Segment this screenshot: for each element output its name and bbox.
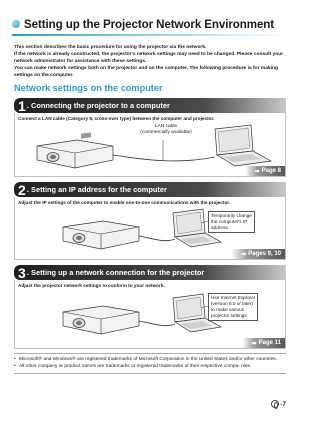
intro-paragraph-2: If the network is already constructed, the projector's network settings may need to be changed. Please consult your network administrator for assistance with these settings. [14,52,284,64]
step-1-number: 1 [18,97,26,114]
page-title: Setting up the Projector Network Environment [24,17,275,31]
step-2-description: Adjust the IP settings of the computer to enable one-to-one communications with the projector. [18,200,231,205]
step-3-callout-line-3: to make various [211,307,245,312]
step-2-header: 2 . Setting an IP address for the computer [14,182,286,197]
page-arrow-icon: ➡ [254,168,260,175]
step-3-callout-line-2: (version 5.0 or later) [211,301,253,306]
lan-cable-label [137,124,195,136]
step-3-body [14,280,286,349]
intro-text [14,44,286,79]
laptop-icon [215,125,271,166]
step-3-title: Setting up a network connection for the projector [31,268,205,277]
note-text-1: Microsoft® and Windows® are registered trademarks of Microsoft Corporation in the United States and/or other countries. [19,357,277,362]
step-1-title: Connecting the projector to a computer [31,101,170,110]
intro-paragraph-1: This section describes the basic procedure for using the projector via the network. [14,45,207,50]
lan-cable-line [113,155,215,161]
step-2-title: Setting an IP address for the computer [31,185,167,194]
step-2-body [14,197,286,260]
projector-icon [37,132,113,168]
lan-cable-label-line-1: LAN cable [154,124,178,129]
step-3-page-ref[interactable] [242,338,285,348]
trademark-notes [14,353,286,374]
step-1-body [14,113,286,177]
step-3-description: Adjust the projector network settings to conform to your network. [18,283,165,288]
step-3-callout-line-1: Use Internet Explorer [211,295,256,300]
projector-icon [63,221,139,249]
step-2-callout [208,211,255,233]
step-3-callout [208,293,258,321]
step-2-callout-line-3: address. [211,225,229,230]
page-arrow-icon: ➡ [251,340,257,347]
step-3-number: 3 [18,264,26,281]
title-rule [12,34,288,36]
step-1-page-ref[interactable] [245,166,285,176]
page-title-bar [12,14,288,34]
page-footer [271,400,286,408]
note-item: • Microsoft® and Windows® are registered trademarks of Microsoft Corporation in the United States and/or other countries. [14,357,277,362]
projector-icon [63,306,139,334]
title-bullet-icon [12,20,20,28]
step-3-callout-line-4: projector settings. [211,313,248,318]
step-1-page-ref-text: Page 8 [261,168,281,174]
step-1-header: 1 . Connecting the projector to a computer [14,98,286,113]
step-3-page-ref-text: Page 11 [258,340,281,346]
section-subheading: Network settings on the computer [14,83,163,93]
step-2-number: 2 [18,181,26,198]
intro-paragraph-3: You can make network settings both on the projector and on the computer. The following procedure is for making settings on the computer. [14,66,279,78]
step-2-callout-line-2: the computer's IP [211,219,248,224]
globe-icon [271,400,279,408]
step-2-page-ref-text: Pages 9, 10 [248,251,281,257]
step-3-header: 3 . Setting up a network connection for the projector [14,265,286,280]
lan-cable-label-line-2: (commercially available) [140,130,192,135]
page-arrow-icon: ➡ [241,251,247,258]
page-number: -7 [280,400,286,408]
step-2-callout-line-1: Temporarily change [211,213,252,218]
note-item: • All other company or product names are trademarks or registered trademarks of their respective compa- nies. [14,363,252,369]
step-1-description: Connect a LAN cable (Category 5, cross-over type) between the computer and projector. [18,116,215,121]
step-2-page-ref[interactable] [231,249,285,259]
note-text-2: All other company or product names are trademarks or registered trademarks of their respective compa- nies. [19,363,252,369]
